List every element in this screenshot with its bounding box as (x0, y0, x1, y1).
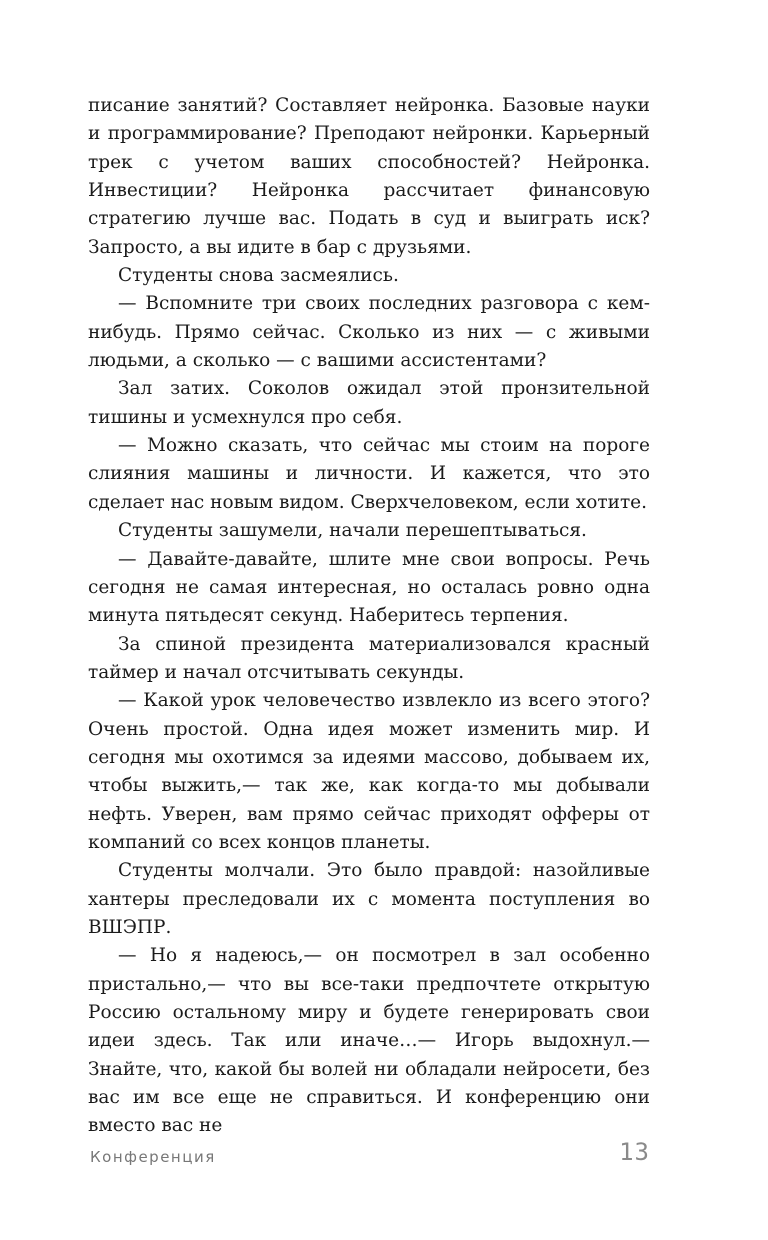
paragraph-1: писание занятий? Составляет нейронка. Базовые науки и программирование? Преподают нейронки. Карьерный трек с учетом ваших способностей? Нейронка. Инвестиции? Нейронка рассчитает финансовую стратегию лучше вас. Подать в суд и выиграть иск? Запросто, а вы идите в бар с друзьями. (88, 95, 650, 258)
paragraph-4: Зал затих. Соколов ожидал этой пронзительной тишины и усмехнулся про себя. (88, 378, 650, 428)
body-text (88, 92, 650, 1141)
paragraph-10: Студенты молчали. Это было правдой: назойливые хантеры преследовали их с момента поступления во ВШЭПР. (88, 860, 650, 938)
paragraph-6: Студенты зашумели, начали перешептываться. (118, 520, 587, 542)
paragraph-11: — Но я надеюсь,— он посмотрел в зал особенно пристально,— что вы все-таки предпочтете открытую Россию остальному миру и будете генерировать свои идеи здесь. Так или иначе…— Игорь выдохнул.— Знайте, что, какой бы волей ни обладали нейросети, без вас им все еще не справиться. И конференцию они вместо вас не (88, 945, 650, 1137)
paragraph-7: — Давайте-давайте, шлите мне свои вопросы. Речь сегодня не самая интересная, но осталась ровно одна минута пятьдесят секунд. Наберитесь терпения. (88, 548, 650, 627)
paragraph-5: — Можно сказать, что сейчас мы стоим на пороге слияния машины и личности. И кажется, что это сделает нас новым видом. Сверхчеловеком, если хотите. (88, 435, 650, 513)
running-footer-title: Конференция (90, 1148, 216, 1166)
paragraph-9: — Какой урок человечество извлекло из всего этого? Очень простой. Одна идея может изменить мир. И сегодня мы охотимся за идеями массово, добываем их, чтобы выжить,— так же, как когда-то мы добывали нефть. Уверен, вам прямо сейчас приходят офферы от компаний со всех концов планеты. (88, 690, 650, 853)
paragraph-3: — Вспомните три своих последних разговора с кем-нибудь. Прямо сейчас. Сколько из них — с живыми людьми, а сколько — с вашими ассистентами? (88, 293, 650, 372)
paragraph-2: Студенты снова засмеялись. (118, 265, 399, 287)
paragraph-8: За спиной президента материализовался красный таймер и начал отсчитывать секунды. (88, 633, 650, 683)
page-number: 13 (619, 1138, 650, 1166)
